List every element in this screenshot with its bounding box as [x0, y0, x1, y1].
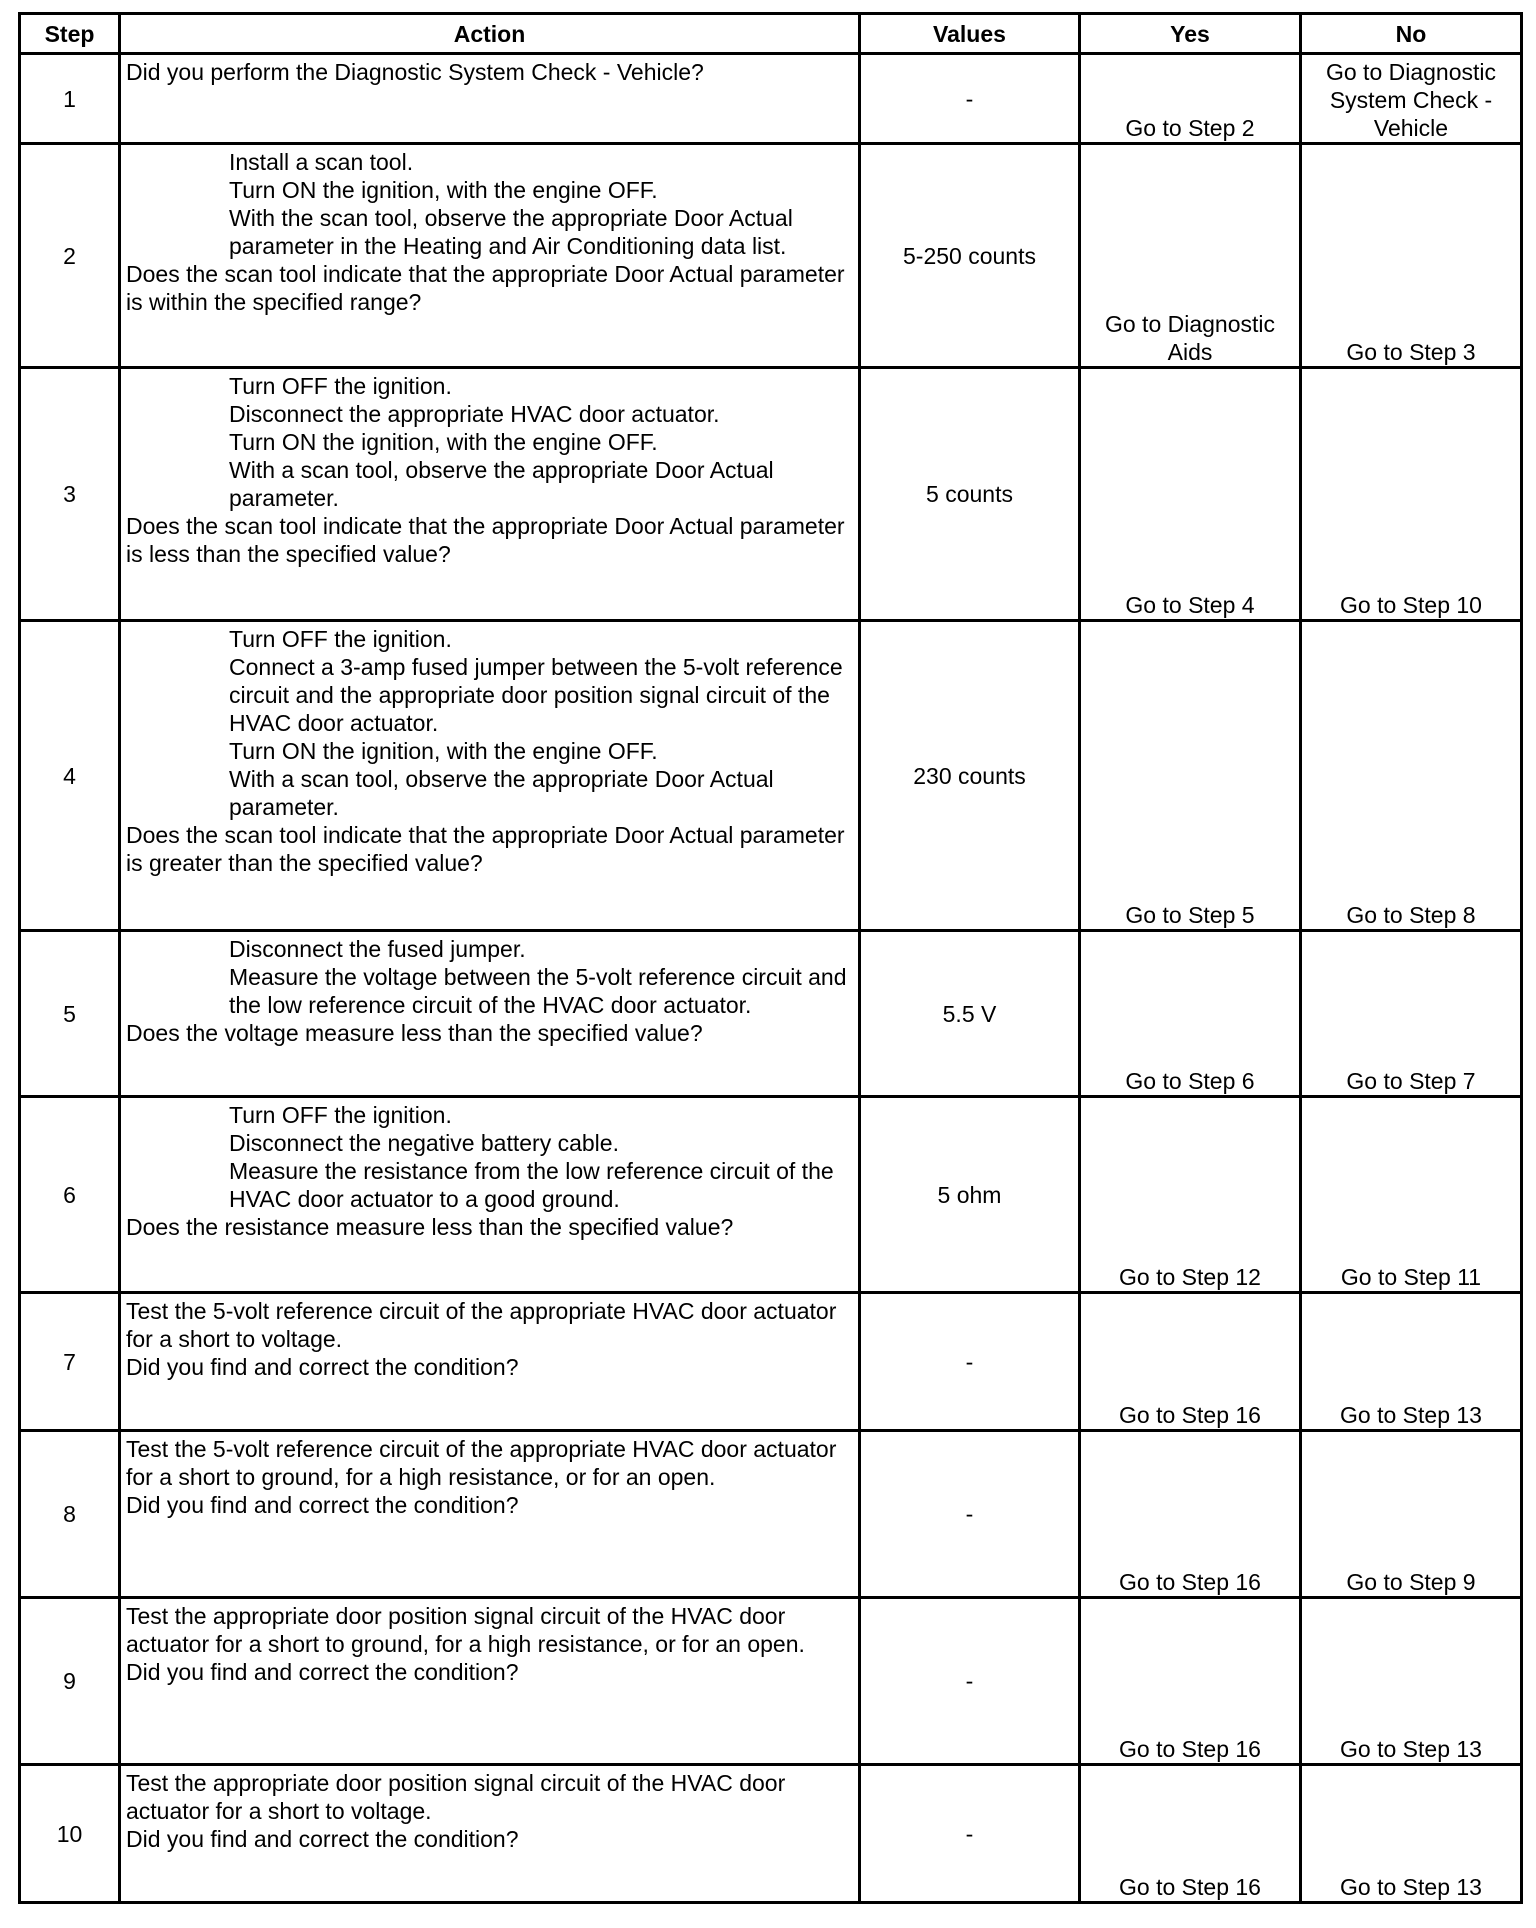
- step-number: 3: [20, 368, 120, 621]
- yes-cell: Go to Step 16: [1080, 1293, 1301, 1431]
- value-cell: 230 counts: [860, 621, 1080, 931]
- table-row: [20, 1765, 1522, 1903]
- value-cell: -: [860, 1765, 1080, 1903]
- action-line: Turn OFF the ignition.: [229, 626, 452, 652]
- action-text: Test the 5-volt reference circuit of the appropriate HVAC door actuator for a short to ground, for a high resistance, or for an open.: [126, 1436, 837, 1490]
- action-question: Does the scan tool indicate that the appropriate Door Actual parameter is within the specified range?: [126, 261, 845, 315]
- no-cell: Go to Step 13: [1301, 1765, 1522, 1903]
- action-question: Does the voltage measure less than the specified value?: [126, 1020, 703, 1046]
- action-question: Does the scan tool indicate that the appropriate Door Actual parameter is greater than the specified value?: [126, 822, 845, 876]
- action-line: Turn ON the ignition, with the engine OFF.: [229, 177, 658, 203]
- action-line: Disconnect the fused jumper.: [229, 936, 526, 962]
- action-question: Did you find and correct the condition?: [126, 1826, 519, 1852]
- no-cell: Go to Step 7: [1301, 931, 1522, 1097]
- action-cell: [120, 621, 860, 931]
- step-number: 10: [20, 1765, 120, 1903]
- action-question: Did you find and correct the condition?: [126, 1492, 519, 1518]
- step-number: 5: [20, 931, 120, 1097]
- action-line: Disconnect the negative battery cable.: [229, 1130, 619, 1156]
- header-values: Values: [860, 14, 1080, 54]
- action-text: Test the appropriate door position signal circuit of the HVAC door actuator for a short to voltage.: [126, 1770, 786, 1824]
- action-line: With a scan tool, observe the appropriate Door Actual parameter.: [229, 766, 774, 820]
- yes-cell: Go to Step 12: [1080, 1097, 1301, 1293]
- yes-cell: Go to Step 4: [1080, 368, 1301, 621]
- action-line: Measure the voltage between the 5-volt reference circuit and the low reference circuit of the HVAC door actuator.: [229, 964, 847, 1018]
- no-cell: Go to Step 11: [1301, 1097, 1522, 1293]
- value-cell: -: [860, 1598, 1080, 1765]
- action-cell: [120, 144, 860, 368]
- step-number: 4: [20, 621, 120, 931]
- action-cell: [120, 1097, 860, 1293]
- no-cell: Go to Step 3: [1301, 144, 1522, 368]
- yes-cell: Go to Step 16: [1080, 1598, 1301, 1765]
- no-cell: Go to Step 13: [1301, 1598, 1522, 1765]
- table-row: [20, 1293, 1522, 1431]
- value-cell: 5.5 V: [860, 931, 1080, 1097]
- table-row: [20, 368, 1522, 621]
- action-line: Disconnect the appropriate HVAC door actuator.: [229, 401, 720, 427]
- yes-cell: Go to Step 6: [1080, 931, 1301, 1097]
- table-row: [20, 54, 1522, 144]
- table-row: [20, 1431, 1522, 1598]
- action-cell: [120, 1765, 860, 1903]
- header-no: No: [1301, 14, 1522, 54]
- value-cell: 5 counts: [860, 368, 1080, 621]
- header-step: Step: [20, 14, 120, 54]
- action-question: Did you find and correct the condition?: [126, 1354, 519, 1380]
- step-number: 7: [20, 1293, 120, 1431]
- table-row: [20, 621, 1522, 931]
- action-cell: [120, 368, 860, 621]
- value-cell: -: [860, 54, 1080, 144]
- yes-cell: Go to Step 16: [1080, 1765, 1301, 1903]
- action-line: Measure the resistance from the low reference circuit of the HVAC door actuator to a good ground.: [229, 1158, 834, 1212]
- action-line: With a scan tool, observe the appropriate Door Actual parameter.: [229, 457, 774, 511]
- action-line: Turn OFF the ignition.: [229, 1102, 452, 1128]
- step-number: 8: [20, 1431, 120, 1598]
- no-cell: Go to Step 10: [1301, 368, 1522, 621]
- value-cell: -: [860, 1431, 1080, 1598]
- action-line: Connect a 3-amp fused jumper between the 5-volt reference circuit and the appropriate door position signal circuit of the HVAC door actuator.: [229, 654, 843, 736]
- action-cell: [120, 1431, 860, 1598]
- table-row: [20, 1097, 1522, 1293]
- yes-cell: Go to Step 2: [1080, 54, 1301, 144]
- diagnostic-table: [18, 12, 1523, 1904]
- table-row: [20, 931, 1522, 1097]
- yes-cell: Go to Step 5: [1080, 621, 1301, 931]
- action-line: Turn ON the ignition, with the engine OFF.: [229, 738, 658, 764]
- action-cell: [120, 1293, 860, 1431]
- action-question: Does the resistance measure less than the specified value?: [126, 1214, 734, 1240]
- no-cell: Go to Diagnostic System Check - Vehicle: [1301, 54, 1522, 144]
- header-yes: Yes: [1080, 14, 1301, 54]
- yes-cell: Go to Diagnostic Aids: [1080, 144, 1301, 368]
- table-row: [20, 144, 1522, 368]
- value-cell: -: [860, 1293, 1080, 1431]
- no-cell: Go to Step 9: [1301, 1431, 1522, 1598]
- action-text: Did you perform the Diagnostic System Check - Vehicle?: [126, 59, 704, 85]
- header-action: Action: [120, 14, 860, 54]
- action-line: Install a scan tool.: [229, 149, 414, 175]
- yes-cell: Go to Step 16: [1080, 1431, 1301, 1598]
- no-cell: Go to Step 13: [1301, 1293, 1522, 1431]
- action-line: Turn ON the ignition, with the engine OFF.: [229, 429, 658, 455]
- value-cell: 5 ohm: [860, 1097, 1080, 1293]
- action-text: Test the 5-volt reference circuit of the appropriate HVAC door actuator for a short to voltage.: [126, 1298, 837, 1352]
- action-question: Does the scan tool indicate that the appropriate Door Actual parameter is less than the specified value?: [126, 513, 845, 567]
- step-number: 6: [20, 1097, 120, 1293]
- table-row: [20, 1598, 1522, 1765]
- header-row: [20, 14, 1522, 54]
- action-line: Turn OFF the ignition.: [229, 373, 452, 399]
- no-cell: Go to Step 8: [1301, 621, 1522, 931]
- action-question: Did you find and correct the condition?: [126, 1659, 519, 1685]
- action-cell: [120, 931, 860, 1097]
- step-number: 2: [20, 144, 120, 368]
- step-number: 1: [20, 54, 120, 144]
- step-number: 9: [20, 1598, 120, 1765]
- value-cell: 5-250 counts: [860, 144, 1080, 368]
- action-cell: [120, 1598, 860, 1765]
- action-text: Test the appropriate door position signal circuit of the HVAC door actuator for a short to ground, for a high resistance, or for an open.: [126, 1603, 805, 1657]
- action-line: With the scan tool, observe the appropriate Door Actual parameter in the Heating and Air Conditioning data list.: [229, 205, 793, 259]
- action-cell: [120, 54, 860, 144]
